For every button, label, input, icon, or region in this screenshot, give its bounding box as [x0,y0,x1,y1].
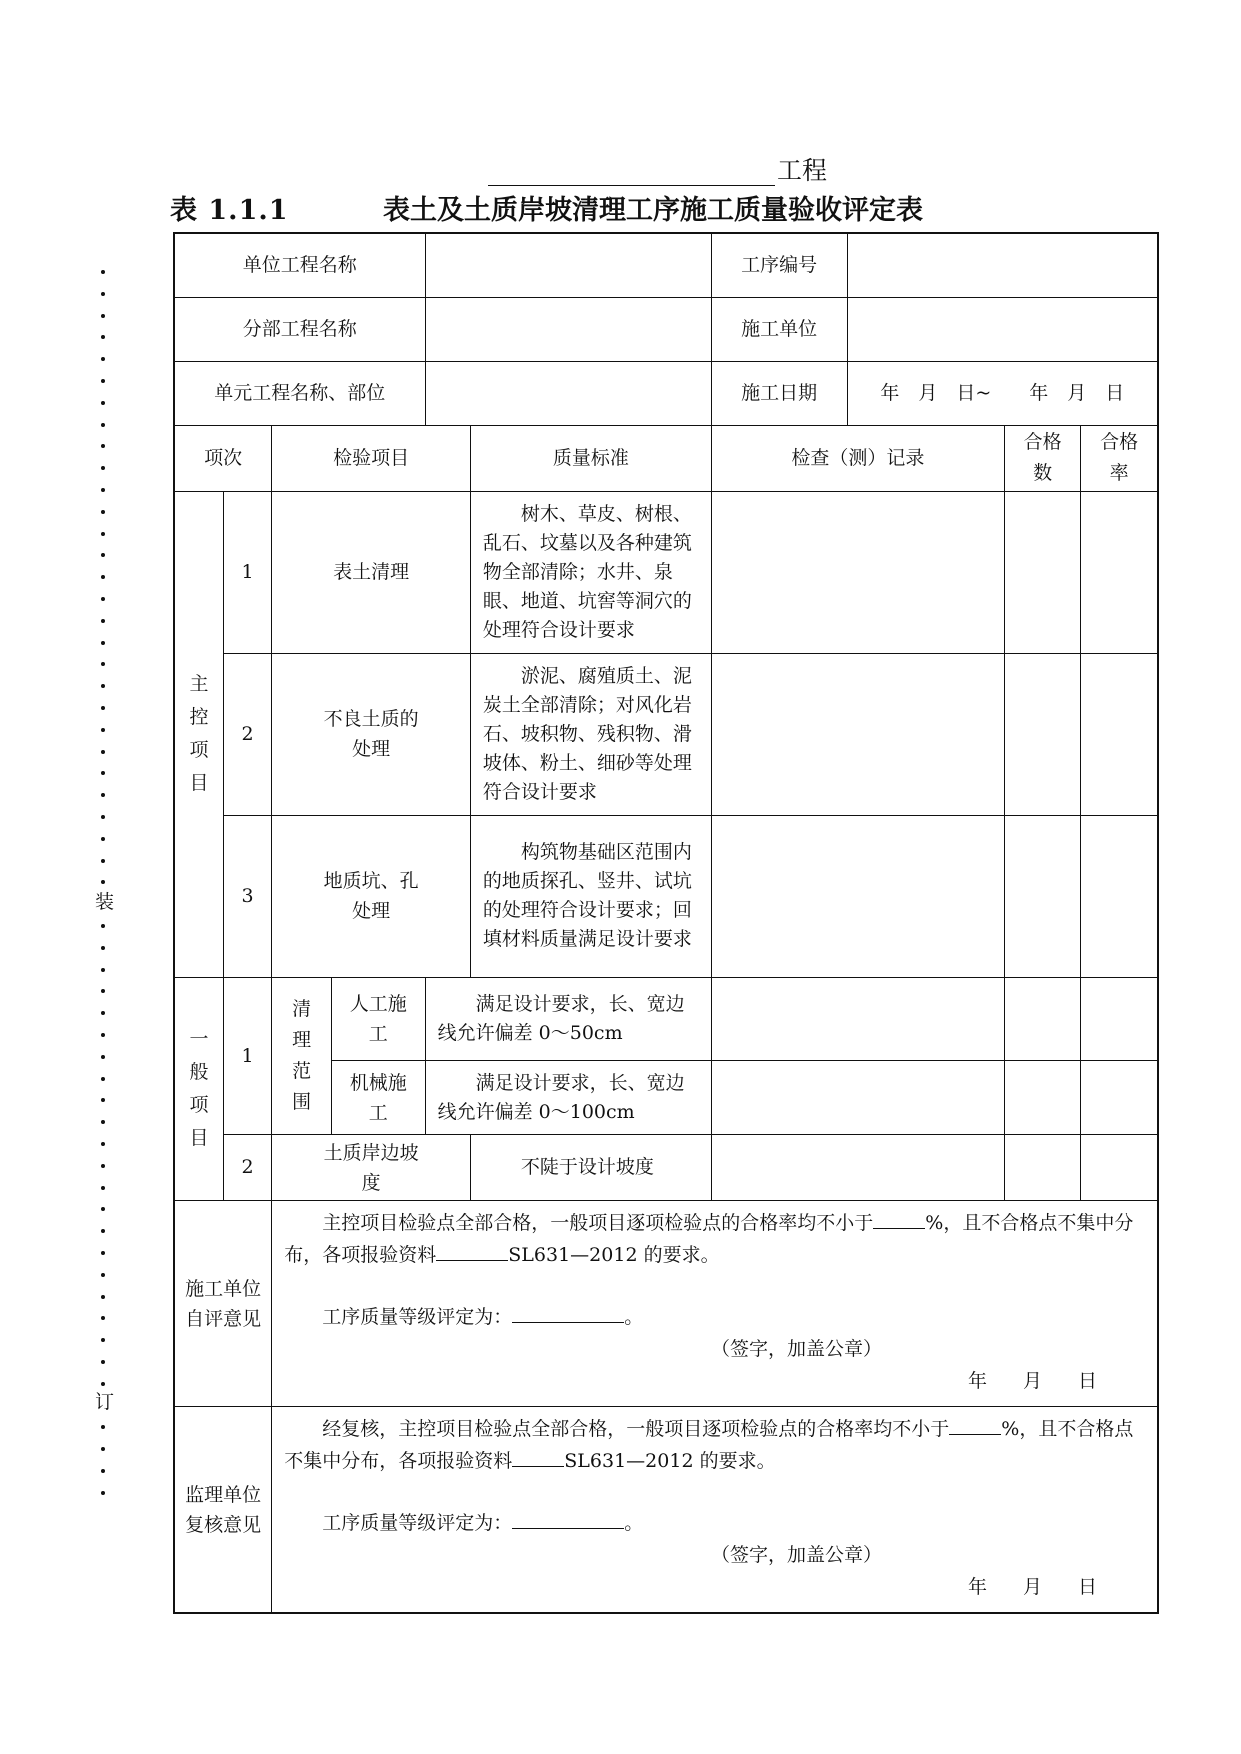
col-pass-count: 合格数 [1005,425,1081,491]
binding-dot [101,1273,105,1277]
binding-dot [101,1425,105,1429]
binding-dot [101,859,105,863]
column-header-row [174,425,1158,491]
main-1-record[interactable] [711,491,1004,653]
main-3-pass-count[interactable] [1005,815,1081,977]
binding-dot [101,597,105,601]
binding-dot [101,662,105,666]
binding-dot [101,423,105,427]
info-row-unit [174,233,1158,297]
element-value[interactable] [425,361,711,425]
binding-dot [101,1447,105,1451]
col-standard: 质量标准 [470,425,711,491]
binding-dot [101,837,105,841]
info-row-element [174,361,1158,425]
main-2-pass-count[interactable] [1005,653,1081,815]
binding-mark: 订 [95,1391,115,1413]
binding-dot [101,292,105,296]
general-row-2 [174,1135,1158,1201]
review-date: 年 月 日 [967,1576,1097,1599]
binding-dot [101,1360,105,1364]
binding-dot [101,771,105,775]
info-row-sub [174,297,1158,361]
binding-dot [101,1164,105,1168]
self-eval-label: 施工单位自评意见 [174,1201,272,1407]
unit-project-value[interactable] [425,233,711,297]
self-eval-row [174,1201,1158,1407]
general-1a-standard: 满足设计要求，长、宽边线允许偏差 0～50cm [425,977,711,1060]
main-3-record[interactable] [711,815,1004,977]
main-row-1 [174,491,1158,653]
col-item-no: 项次 [174,425,272,491]
general-2-no: 2 [223,1135,271,1201]
col-record: 检查（测）记录 [711,425,1004,491]
binding-dot [101,1251,105,1255]
binding-dot [101,1077,105,1081]
main-3-item: 地质坑、孔处理 [272,815,471,977]
main-2-item: 不良土质的处理 [272,653,471,815]
binding-dot [101,575,105,579]
general-1a-record[interactable] [711,977,1004,1060]
main-1-pass-rate[interactable] [1081,491,1158,653]
self-eval-date: 年 月 日 [967,1370,1097,1393]
binding-dot [101,1382,105,1386]
general-2-item: 土质岸边坡度 [272,1135,471,1201]
binding-dot [101,1229,105,1233]
main-1-no: 1 [223,491,271,653]
main-3-standard: 构筑物基础区范围内的地质探孔、竖井、试坑的处理符合设计要求；回填材料质量满足设计要求 [470,815,711,977]
main-2-no: 2 [223,653,271,815]
general-1b-standard: 满足设计要求，长、宽边线允许偏差 0～100cm [425,1061,711,1135]
binding-dot [101,401,105,405]
review-row [174,1407,1158,1613]
general-row-1a [174,977,1158,1060]
general-1b-record[interactable] [711,1061,1004,1135]
main-3-no: 3 [223,815,271,977]
binding-dot [101,1491,105,1495]
general-1b-item: 机械施工 [331,1061,425,1135]
main-1-item: 表土清理 [272,491,471,653]
project-name-line [488,156,827,186]
binding-dot [101,793,105,797]
binding-dot [101,466,105,470]
binding-dot [101,270,105,274]
binding-dot [101,968,105,972]
binding-dot [101,728,105,732]
binding-dot [101,1316,105,1320]
binding-dot [101,444,105,448]
review-grade-blank[interactable] [512,1508,624,1529]
main-row-2 [174,653,1158,815]
table-number: 表 1.1.1 [170,195,289,226]
unit-project-label: 单位工程名称 [174,233,425,297]
main-2-standard: 淤泥、腐殖质土、泥炭土全部清除；对风化岩石、坡积物、残积物、滑坡体、粉土、细砂等处理符合设计要求 [470,653,711,815]
general-1a-pass-count[interactable] [1005,977,1081,1060]
binding-dot [101,989,105,993]
review-body[interactable]: 经复核，主控项目检验点全部合格，一般项目逐项检验点的合格率均不小于 %，且不合格点不集中分布，各项报验资料 SL631—2012 的要求。 工序质量等级评定为： 。 （签字，加盖公章） 年 月 日 [272,1407,1158,1613]
binding-dot [101,1338,105,1342]
process-no-label: 工序编号 [711,233,847,297]
project-suffix: 工程 [777,156,828,185]
date-value[interactable]: 年 月 日~ 年 月 日 [847,361,1158,425]
general-1-no: 1 [223,977,271,1134]
general-2-pass-rate[interactable] [1081,1135,1158,1201]
main-control-label: 主控项目 [174,491,223,977]
binding-dot [101,1142,105,1146]
sub-project-label: 分部工程名称 [174,297,425,361]
general-2-record[interactable] [711,1135,1004,1201]
general-1-group: 清理范围 [272,977,332,1134]
date-label: 施工日期 [711,361,847,425]
general-1b-pass-rate[interactable] [1081,1061,1158,1135]
binding-dot [101,815,105,819]
binding-dot [101,1033,105,1037]
main-row-3 [174,815,1158,977]
self-eval-grade-blank[interactable] [512,1302,624,1323]
binding-dot [101,706,105,710]
binding-dot [101,924,105,928]
binding-dot [101,1120,105,1124]
general-2-standard: 不陡于设计坡度 [470,1135,711,1201]
binding-dot [101,1055,105,1059]
binding-dot [101,314,105,318]
project-name-blank[interactable] [488,159,775,186]
review-doc-blank[interactable] [512,1446,564,1467]
contractor-value[interactable] [847,297,1158,361]
col-pass-rate: 合格率 [1081,425,1158,491]
binding-dot [101,1207,105,1211]
self-eval-rate-blank[interactable] [873,1208,925,1229]
evaluation-form-table [173,232,1159,1614]
contractor-label: 施工单位 [711,297,847,361]
binding-dot [101,1098,105,1102]
general-1a-item: 人工施工 [331,977,425,1060]
main-1-pass-count[interactable] [1005,491,1081,653]
general-label: 一般项目 [174,977,223,1200]
review-sign: （签字，加盖公章） [710,1544,882,1567]
main-2-record[interactable] [711,653,1004,815]
binding-dot [101,335,105,339]
binding-dot [101,641,105,645]
self-eval-doc-blank[interactable] [436,1240,508,1261]
binding-dot [101,1186,105,1190]
binding-dot [101,619,105,623]
element-label: 单元工程名称、部位 [174,361,425,425]
process-no-value[interactable] [847,233,1158,297]
binding-dot [101,532,105,536]
binding-dot [101,1469,105,1473]
binding-dot [101,379,105,383]
binding-dot [101,510,105,514]
binding-dot [101,1011,105,1015]
binding-dot [101,553,105,557]
sub-project-value[interactable] [425,297,711,361]
page-title: 表土及土质岸坡清理工序施工质量验收评定表 [383,195,923,226]
self-eval-body[interactable]: 主控项目检验点全部合格，一般项目逐项检验点的合格率均不小于 %，且不合格点不集中分布，各项报验资料 SL631—2012 的要求。 工序质量等级评定为： 。 （签字，加盖公章） 年 月 日 [272,1201,1158,1407]
binding-dot [101,880,105,884]
review-rate-blank[interactable] [949,1414,1001,1435]
binding-dot [101,684,105,688]
review-label: 监理单位复核意见 [174,1407,272,1613]
binding-mark: 装 [95,891,115,913]
general-2-pass-count[interactable] [1005,1135,1081,1201]
col-check-item: 检验项目 [272,425,471,491]
main-2-pass-rate[interactable] [1081,653,1158,815]
binding-dot [101,357,105,361]
main-3-pass-rate[interactable] [1081,815,1158,977]
general-1b-pass-count[interactable] [1005,1061,1081,1135]
binding-dot [101,1295,105,1299]
binding-dot [101,488,105,492]
binding-dot [101,750,105,754]
self-eval-sign: （签字，加盖公章） [710,1338,882,1361]
binding-dot [101,946,105,950]
general-1a-pass-rate[interactable] [1081,977,1158,1060]
main-1-standard: 树木、草皮、树根、乱石、坟墓以及各种建筑物全部清除；水井、泉眼、地道、坑窖等洞穴的处理符合设计要求 [470,491,711,653]
